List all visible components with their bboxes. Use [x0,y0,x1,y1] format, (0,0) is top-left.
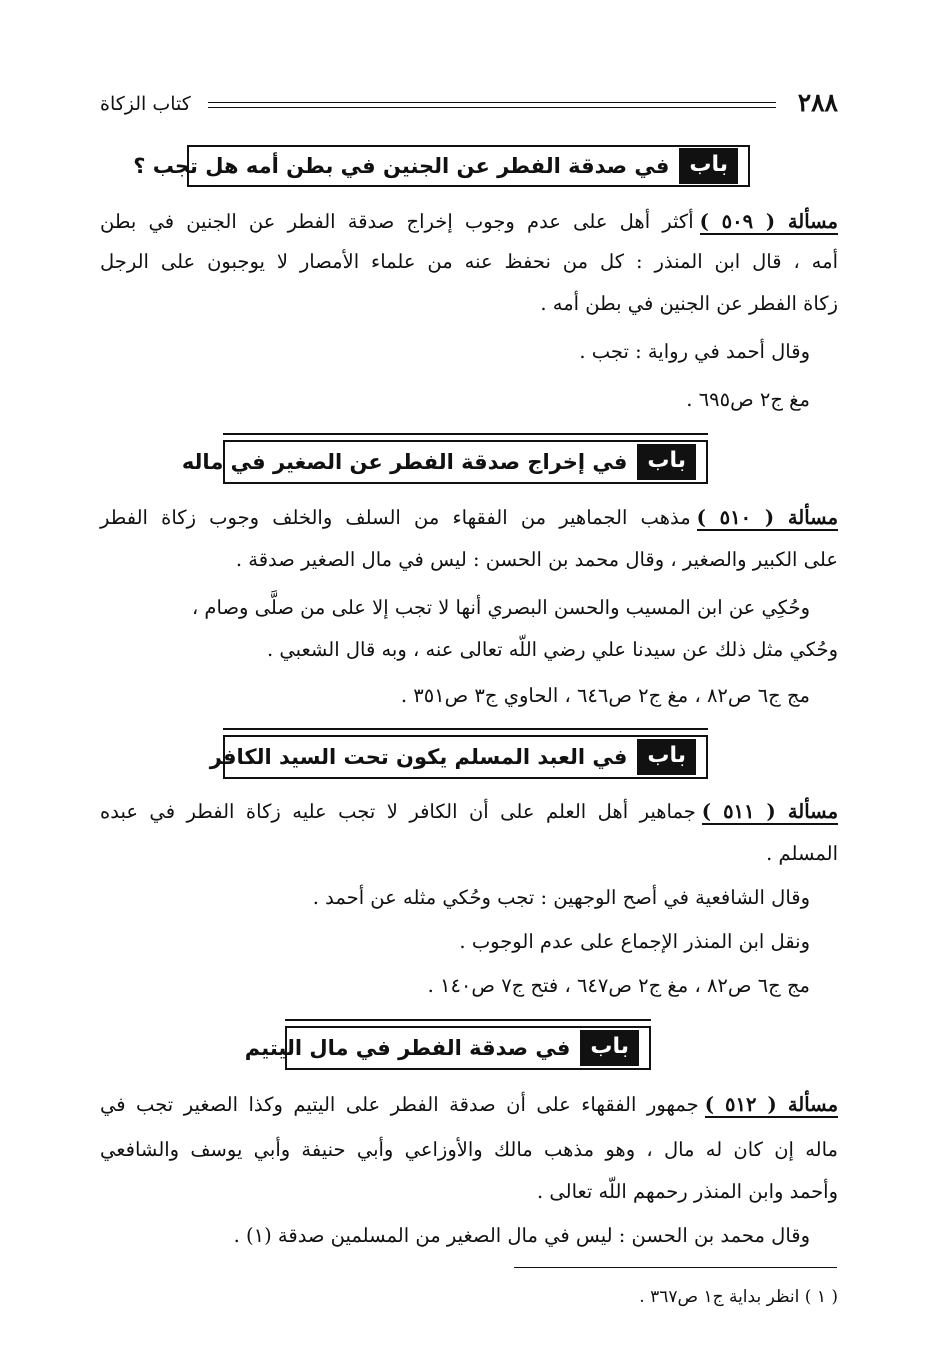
text-line: على الكبير والصغير ، وقال محمد بن الحسن : ليس في مال الصغير صدقة . [235,548,838,571]
masala-label: مسألة ( ٥١٠ ) [696,506,839,529]
chapter-title: في صدقة الفطر عن الجنين في بطن أمه هل تجب ؟ [133,154,670,178]
masala-label: مسألة ( ٥١٢ ) [704,1093,839,1116]
text-line: ونقل ابن المنذر الإجماع على عدم الوجوب . [459,930,810,953]
header-rule [208,102,776,108]
footnote: ( ١ ) انظر بداية ج١ ص٣٦٧ . [639,1287,838,1307]
bab-tag: باب [637,739,696,775]
bab-tag: باب [679,148,738,184]
text-line: وحُكِي عن ابن المسيب والحسن البصري أنها لا تجب إلا على من صلَّى وصام ، [191,596,810,619]
source-reference: مغ ج٢ ص٦٩٥ . [686,388,810,411]
masala-label: مسألة ( ٥٠٩ ) [699,210,839,233]
text-line: أمه ، قال ابن المنذر : كل من نحفظ عنه من علماء الأمصار لا يوجبون على الرجل [100,250,838,273]
text-line: وأحمد وابن المنذر رحمهم اللّه تعالى . [536,1180,838,1203]
footnote-rule [514,1267,837,1268]
text-line: مسألة ( ٥١٠ )مذهب الجماهير من الفقهاء من السلف والخلف وجوب زكاة الفطر [100,506,839,529]
bab-tag: باب [637,444,696,480]
chapter-heading [133,145,750,187]
chapter-title: في إخراج صدقة الفطر عن الصغير في ماله [181,450,628,474]
source-reference: مج ج٦ ص٨٢ ، مغ ج٢ ص٦٤٧ ، فتح ج٧ ص١٤٠ . [427,974,810,997]
text-line: وقال الشافعية في أصح الوجهين : تجب وحُكي مثله عن أحمد . [312,886,810,909]
page-number: ٢٨٨ [797,88,838,117]
bab-tag: باب [580,1030,639,1066]
text-line: مسألة ( ٥٠٩ )أكثر أهل على عدم وجوب إخراج صدقة الفطر عن الجنين في بطن [100,210,839,233]
chapter-title: في صدقة الفطر في مال اليتيم [244,1036,571,1060]
text-line: مسألة ( ٥١٢ )جمهور الفقهاء على أن صدقة الفطر على اليتيم وكذا الصغير تجب في [100,1093,839,1116]
book-title: كتاب الزكاة [100,93,191,115]
masala-label: مسألة ( ٥١١ ) [701,800,839,823]
text-line: وقال محمد بن الحسن : ليس في مال الصغير من المسلمين صدقة (١) . [233,1224,810,1247]
text-line: وقال أحمد في رواية : تجب . [579,340,810,363]
chapter-heading [244,1026,651,1070]
chapter-heading [181,440,708,484]
source-reference: مج ج٦ ص٨٢ ، مغ ج٢ ص٦٤٦ ، الحاوي ج٣ ص٣٥١ . [400,684,810,707]
text-line: زكاة الفطر عن الجنين في بطن أمه . [540,292,838,315]
text-line: ماله إن كان له مال ، وهو مذهب مالك والأوزاعي وأبي حنيفة وأبي يوسف والشافعي [100,1138,838,1161]
chapter-title: في العبد المسلم يكون تحت السيد الكافر [209,745,628,769]
text-line: مسألة ( ٥١١ )جماهير أهل العلم على أن الكافر لا تجب عليه زكاة الفطر في عبده [100,800,839,823]
page-header [100,88,838,122]
text-line: المسلم . [766,842,838,865]
chapter-heading [209,735,708,779]
text-line: وحُكي مثل ذلك عن سيدنا علي رضي اللّه تعالى عنه ، وبه قال الشعبي . [266,638,838,661]
